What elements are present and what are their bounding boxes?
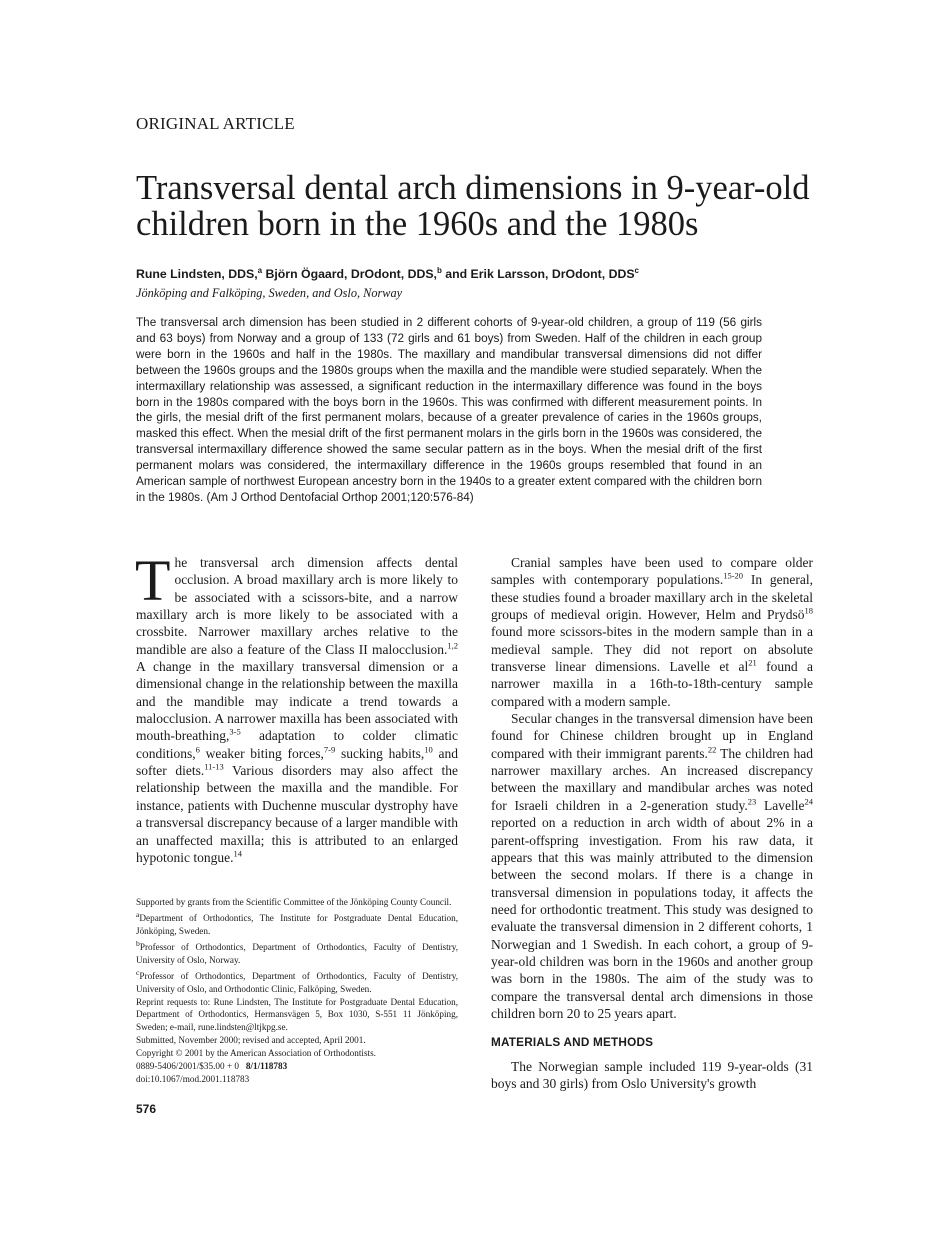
citation-ref: 24	[804, 796, 813, 807]
body-text: found a narrower maxilla in a 16th-to-18th-century sample compared with a modern sample.	[491, 659, 813, 709]
body-text: Lavelle	[756, 797, 805, 813]
body-text: Various disorders may also affect the relationship between the maxilla and the mandible. For instance, patients with Duchenne muscular dystrophy have a transversal discrepancy because of a larger mandible with an unaffected maxilla; this is attributed to an enlarged hypotonic tongue.	[136, 763, 458, 865]
body-text: weaker biting forces,	[199, 745, 324, 761]
citation-ref: 11-13	[204, 761, 224, 772]
body-text: he transversal arch dimension affects dental occlusion. A broad maxillary arch is more likely to be associated with a scissors-bite, and a narrow maxillary arch is more likely to be associated with a crossbite. Narrower maxillary arches relative to the mandible are also a feature of the Class II malocclusion.	[136, 555, 458, 657]
citation-ref: 7-9	[323, 744, 336, 755]
citation-ref: 23	[747, 796, 757, 807]
author-name: and Erik Larsson, DrOdont, DDS	[441, 267, 635, 282]
page-number: 576	[136, 1102, 157, 1116]
citation-ref: 21	[748, 657, 757, 668]
body-text: and softer diets.	[136, 745, 458, 779]
citation-ref: 6	[195, 744, 200, 755]
citation-ref: 10	[424, 744, 433, 755]
citation-ref: 14	[233, 848, 242, 859]
drop-cap: T	[135, 548, 171, 613]
footnote-issn: 0889-5406/2001/$35.00 + 0 8/1/118783	[136, 1061, 288, 1072]
author-affiliation: Jönköping and Falköping, Sweden, and Oslo, Norway	[136, 286, 403, 300]
body-text: reported on a reduction in arch width of about 2% in a parent-offspring investigation. From his raw data, it appears that this was mainly attributed to the dimension between the second molars. If there is a change in transversal dimension in populations today, it affects the need for orthodontic treatment. This study was designed to evaluate the transversal dimension in 2 different cohorts, 1 Norwegian and 1 Swedish. In each cohort, a group of 9-year-old children was born in the 1960s and another group was born in the 1980s. The aim of the study was to compare the transversal dental arch dimensions in those children born 20 to 25 years apart.	[491, 815, 813, 1021]
article-title: Transversal dental arch dimensions in 9-year-old children born in the 1960s and the 1980s	[136, 169, 810, 243]
body-text: The children had narrower maxillary arches. An increased discrepancy between the maxillary and mandibular arches was noted for Israeli children in a 2-generation study.	[491, 745, 814, 813]
citation-ref: 1,2	[447, 640, 458, 651]
body-paragraph	[491, 554, 813, 710]
author-name: Björn Ögaard, DrOdont, DDS,	[262, 267, 437, 282]
body-text: Secular changes in the transversal dimension have been found for Chinese children brought up in England compared with their immigrant parents.	[491, 711, 813, 761]
author-mark: a	[257, 266, 263, 275]
author-mark: b	[436, 266, 442, 275]
body-paragraph	[491, 710, 813, 1022]
abstract: The transversal arch dimension has been studied in 2 different cohorts of 9-year-old children, a group of 119 (56 girls and 63 boys) from Norway and a group of 133 (72 girls and 61 boys) from Sweden. Half of the children in each group were born in the 1960s and half in the 1980s. The maxillary and mandibular transversal dimensions did not differ between the 1960s groups and the 1980s groups when the maxilla and the mandible were studied separately. When the intermaxillary relationship was assessed, a significant reduction in the intermaxillary difference was found in the boys born in the 1980s compared with the boys born in the 1960s. This was confirmed with different measurement points. In the girls, the mesial drift of the first permanent molars, because of a greater prevalence of caries in the 1960s groups, masked this effect. When the mesial drift of the first permanent molars in the girls born in the 1960s was considered, the transversal intermaxillary difference showed the same secular pattern as in the boys. When the mesial drift of the first permanent molars was considered, the intermaxillary difference in the 1960s groups resembled that found in an American sample of northwest European ancestry born in the 1940s to a greater extent compared with the children born in the 1980s. (Am J Orthod Dentofacial Orthop 2001;120:576-84)	[136, 316, 762, 504]
body-text: Cranial samples have been used to compare older samples with contemporary populations.	[491, 555, 813, 588]
footnote-b: $^b$Professor of Orthodontics, Department of Orthodontics, Faculty of Dentistry, University of Oslo, Norway.	[136, 938, 458, 965]
footnote-support: Supported by grants from the Scientific Committee of the Jönköping County Council.	[136, 897, 452, 907]
footnote-doi: doi:10.1067/mod.2001.118783	[136, 1073, 250, 1084]
footnote-submitted: Submitted, November 2000; revised and accepted, April 2001.	[136, 1035, 366, 1046]
footnote-c: $^c$Professor of Orthodontics, Department of Orthodontics, Faculty of Dentistry, University of Oslo, and Orthodontic Clinic, Falköping, Sweden.	[136, 967, 458, 994]
section-label: ORIGINAL ARTICLE	[136, 114, 295, 133]
intro-paragraph	[135, 548, 458, 866]
footnote-a: $^a$Department of Orthodontics, The Institute for Postgraduate Dental Education, Jönköping, Sweden.	[136, 909, 458, 936]
author-mark: c	[634, 266, 639, 275]
author-name: Rune Lindsten, DDS,	[136, 267, 258, 282]
footnote-reprint: Reprint requests to: Rune Lindsten, The Institute for Postgraduate Dental Education, Department of Orthodontics, Hermansvägen 5, Box 1030, S-551 11 Jönköping, Sweden; e-mail, rune.lindsten@ltjkpg.se.	[136, 996, 458, 1033]
citation-ref: 15-20	[723, 570, 744, 581]
body-text: adaptation to colder climatic conditions,	[136, 728, 458, 761]
body-text: sucking habits,	[335, 745, 425, 761]
author-list	[136, 266, 836, 281]
body-paragraph: The Norwegian sample included 119 9-year-olds (31 boys and 30 girls) from Oslo University's growth	[491, 1058, 813, 1091]
left-column	[135, 548, 458, 866]
body-text: A change in the maxillary transversal dimension or a dimensional change in the relationship between the maxilla and the mandible may indicate a trend towards a malocclusion. A narrower maxilla has been associated with mouth-breathing,	[136, 659, 458, 744]
citation-ref: 18	[804, 605, 813, 616]
footnotes	[136, 896, 458, 1086]
right-column	[491, 554, 813, 1092]
body-text: found more scissors-bites in the modern sample than in a medieval sample. They did not report on absolute transverse linear dimensions. Lavelle et al	[491, 624, 813, 675]
body-text: In general, these studies found a broader maxillary arch in the skeletal groups of medieval origin. However, Helm and Prydsö	[491, 572, 813, 623]
section-heading: MATERIALS AND METHODS	[491, 1036, 654, 1050]
footnote-copyright: Copyright © 2001 by the American Association of Orthodontists.	[136, 1048, 376, 1059]
citation-ref: 22	[707, 744, 717, 755]
citation-ref: 3-5	[229, 726, 241, 737]
